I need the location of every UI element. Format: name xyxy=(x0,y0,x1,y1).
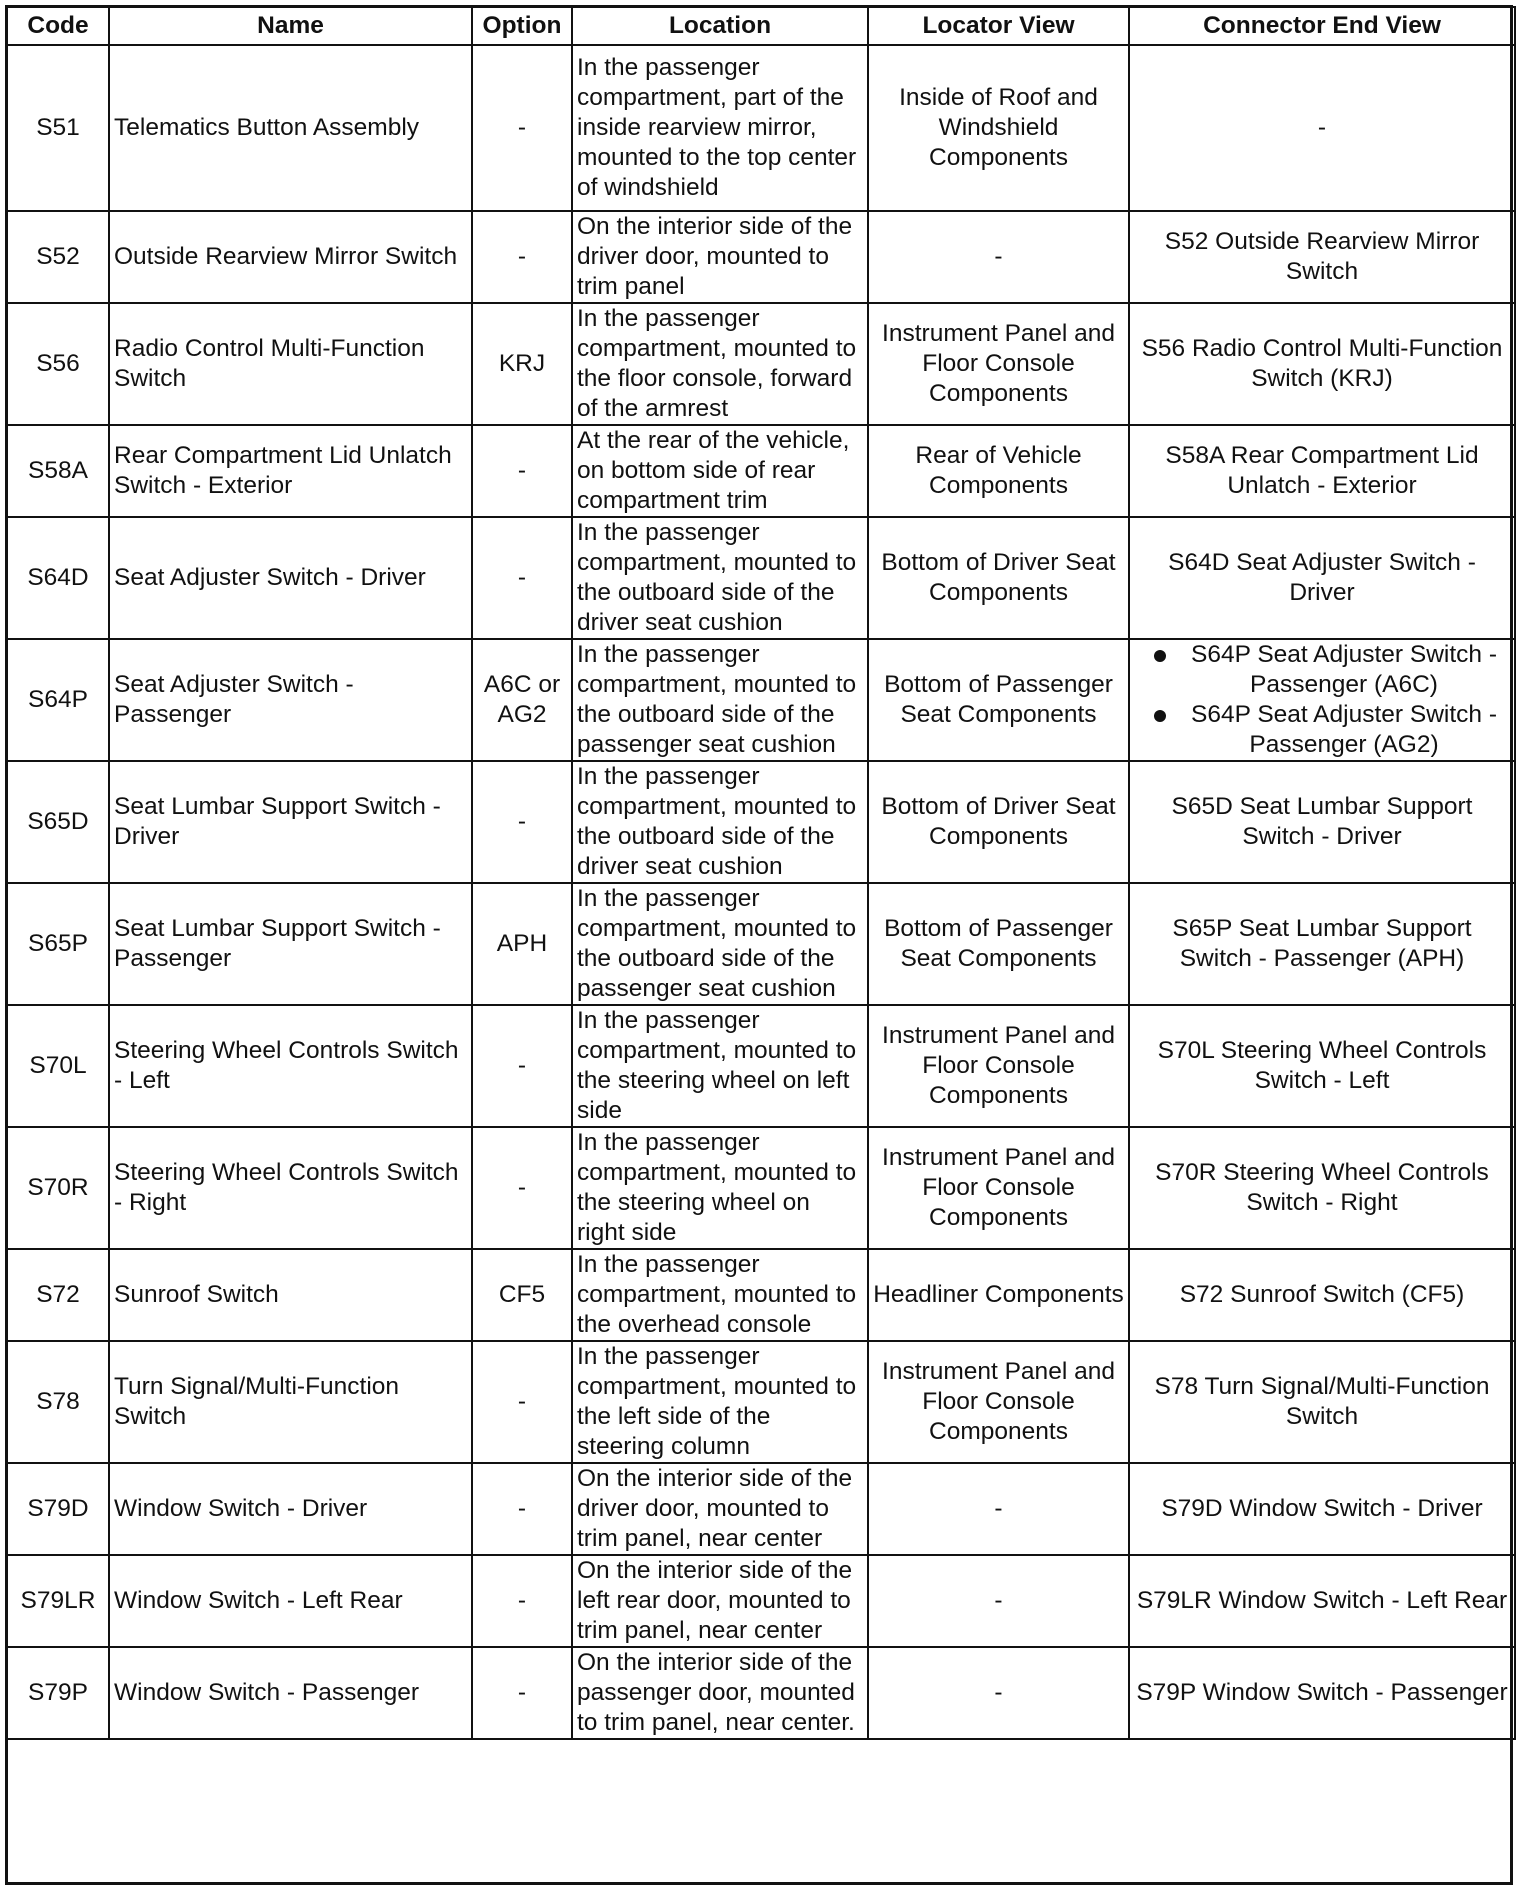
code-cell: S72 xyxy=(7,1249,109,1341)
bullet-dot-icon xyxy=(1154,710,1166,722)
table-header xyxy=(7,7,1515,45)
locator-view-cell: - xyxy=(868,1555,1129,1647)
option-cell: - xyxy=(472,1005,572,1127)
connector-text: S78 Turn Signal/Multi-Function Switch xyxy=(1154,1373,1490,1430)
option-cell: CF5 xyxy=(472,1249,572,1341)
connector-bullet-list xyxy=(1134,640,1510,760)
name-cell: Sunroof Switch xyxy=(109,1249,472,1341)
code-cell: S79D xyxy=(7,1463,109,1555)
connector-end-view-cell xyxy=(1129,1005,1515,1127)
location-cell: At the rear of the vehicle, on bottom side of rear compartment trim xyxy=(572,425,868,517)
connector-text: S70L Steering Wheel Controls Switch - Left xyxy=(1157,1037,1487,1094)
table-row xyxy=(7,1463,1515,1555)
connector-text: S65P Seat Lumbar Support Switch - Passenger (APH) xyxy=(1172,915,1472,972)
table-row xyxy=(7,1555,1515,1647)
component-locator-table xyxy=(6,6,1516,1740)
locator-view-cell: Bottom of Passenger Seat Components xyxy=(868,883,1129,1005)
connector-end-view-cell xyxy=(1129,883,1515,1005)
option-cell: - xyxy=(472,1463,572,1555)
connector-text: S65D Seat Lumbar Support Switch - Driver xyxy=(1171,793,1473,850)
table-row xyxy=(7,1341,1515,1463)
connector-end-view-cell xyxy=(1129,425,1515,517)
header-row xyxy=(7,7,1515,45)
connector-end-view-cell xyxy=(1129,1463,1515,1555)
connector-bullet-text: S64P Seat Adjuster Switch - Passenger (AG2) xyxy=(1191,701,1497,758)
locator-view-cell: Instrument Panel and Floor Console Components xyxy=(868,303,1129,425)
code-cell: S79LR xyxy=(7,1555,109,1647)
code-cell: S70R xyxy=(7,1127,109,1249)
connector-text: S56 Radio Control Multi-Function Switch (KRJ) xyxy=(1141,335,1503,392)
connector-text: S70R Steering Wheel Controls Switch - Right xyxy=(1155,1159,1489,1216)
option-cell: - xyxy=(472,1647,572,1739)
connector-text: S79LR Window Switch - Left Rear xyxy=(1136,1587,1508,1614)
connector-text: S64D Seat Adjuster Switch - Driver xyxy=(1168,549,1476,606)
option-cell: - xyxy=(472,1341,572,1463)
code-cell: S52 xyxy=(7,211,109,303)
name-cell: Window Switch - Left Rear xyxy=(109,1555,472,1647)
location-cell: In the passenger compartment, mounted to the steering wheel on right side xyxy=(572,1127,868,1249)
code-cell: S65P xyxy=(7,883,109,1005)
code-cell: S70L xyxy=(7,1005,109,1127)
table-row xyxy=(7,211,1515,303)
name-cell: Seat Lumbar Support Switch - Driver xyxy=(109,761,472,883)
header-connector-end-view: Connector End View xyxy=(1129,7,1515,45)
location-cell: In the passenger compartment, mounted to the outboard side of the passenger seat cushion xyxy=(572,639,868,761)
code-cell: S65D xyxy=(7,761,109,883)
code-cell: S51 xyxy=(7,45,109,211)
connector-end-view-cell xyxy=(1129,1555,1515,1647)
locator-view-cell: Instrument Panel and Floor Console Components xyxy=(868,1341,1129,1463)
connector-end-view-cell xyxy=(1129,761,1515,883)
code-cell: S58A xyxy=(7,425,109,517)
option-cell: - xyxy=(472,1555,572,1647)
option-cell: KRJ xyxy=(472,303,572,425)
location-cell: In the passenger compartment, mounted to the overhead console xyxy=(572,1249,868,1341)
locator-view-cell: Headliner Components xyxy=(868,1249,1129,1341)
locator-view-cell: Bottom of Passenger Seat Components xyxy=(868,639,1129,761)
option-cell: APH xyxy=(472,883,572,1005)
table-row xyxy=(7,303,1515,425)
location-cell: In the passenger compartment, part of the inside rearview mirror, mounted to the top center of windshield xyxy=(572,45,868,211)
name-cell: Seat Adjuster Switch - Driver xyxy=(109,517,472,639)
location-cell: In the passenger compartment, mounted to the floor console, forward of the armrest xyxy=(572,303,868,425)
header-location: Location xyxy=(572,7,868,45)
connector-end-view-cell xyxy=(1129,639,1515,761)
connector-end-view-cell xyxy=(1129,1127,1515,1249)
table-row xyxy=(7,425,1515,517)
locator-view-cell: Bottom of Driver Seat Components xyxy=(868,517,1129,639)
locator-view-cell: Bottom of Driver Seat Components xyxy=(868,761,1129,883)
name-cell: Steering Wheel Controls Switch - Right xyxy=(109,1127,472,1249)
location-cell: On the interior side of the driver door, mounted to trim panel xyxy=(572,211,868,303)
table-row xyxy=(7,1127,1515,1249)
connector-text: S72 Sunroof Switch (CF5) xyxy=(1179,1281,1465,1308)
option-cell: - xyxy=(472,425,572,517)
connector-end-view-cell xyxy=(1129,1341,1515,1463)
table-row xyxy=(7,1249,1515,1341)
name-cell: Window Switch - Driver xyxy=(109,1463,472,1555)
connector-bullet-item xyxy=(1134,640,1510,700)
location-cell: In the passenger compartment, mounted to the outboard side of the driver seat cushion xyxy=(572,761,868,883)
location-cell: In the passenger compartment, mounted to the outboard side of the passenger seat cushion xyxy=(572,883,868,1005)
locator-view-cell: Instrument Panel and Floor Console Components xyxy=(868,1127,1129,1249)
connector-text: S58A Rear Compartment Lid Unlatch - Exterior xyxy=(1165,442,1479,499)
option-cell: - xyxy=(472,211,572,303)
name-cell: Seat Lumbar Support Switch - Passenger xyxy=(109,883,472,1005)
connector-text: S79P Window Switch - Passenger xyxy=(1136,1679,1508,1706)
name-cell: Outside Rearview Mirror Switch xyxy=(109,211,472,303)
table-row xyxy=(7,761,1515,883)
table-row xyxy=(7,1005,1515,1127)
connector-end-view-cell xyxy=(1129,303,1515,425)
locator-view-cell: - xyxy=(868,1463,1129,1555)
name-cell: Turn Signal/Multi-Function Switch xyxy=(109,1341,472,1463)
header-code: Code xyxy=(7,7,109,45)
locator-view-cell: - xyxy=(868,211,1129,303)
location-cell: In the passenger compartment, mounted to the steering wheel on left side xyxy=(572,1005,868,1127)
name-cell: Telematics Button Assembly xyxy=(109,45,472,211)
location-cell: On the interior side of the driver door, mounted to trim panel, near center xyxy=(572,1463,868,1555)
table-row xyxy=(7,517,1515,639)
name-cell: Rear Compartment Lid Unlatch Switch - Exterior xyxy=(109,425,472,517)
code-cell: S56 xyxy=(7,303,109,425)
option-cell: - xyxy=(472,45,572,211)
code-cell: S64P xyxy=(7,639,109,761)
name-cell: Seat Adjuster Switch - Passenger xyxy=(109,639,472,761)
option-cell: - xyxy=(472,761,572,883)
connector-text: S79D Window Switch - Driver xyxy=(1161,1495,1483,1522)
header-name: Name xyxy=(109,7,472,45)
name-cell: Window Switch - Passenger xyxy=(109,1647,472,1739)
name-cell: Radio Control Multi-Function Switch xyxy=(109,303,472,425)
table-body xyxy=(7,45,1515,1739)
connector-end-view-cell xyxy=(1129,1647,1515,1739)
code-cell: S64D xyxy=(7,517,109,639)
name-cell: Steering Wheel Controls Switch - Left xyxy=(109,1005,472,1127)
location-cell: On the interior side of the left rear door, mounted to trim panel, near center xyxy=(572,1555,868,1647)
connector-bullet-item xyxy=(1134,700,1510,760)
table-row xyxy=(7,1647,1515,1739)
connector-end-view-cell xyxy=(1129,211,1515,303)
location-cell: On the interior side of the passenger door, mounted to trim panel, near center. xyxy=(572,1647,868,1739)
connector-end-view-cell xyxy=(1129,517,1515,639)
locator-view-cell: - xyxy=(868,1647,1129,1739)
code-cell: S79P xyxy=(7,1647,109,1739)
option-cell: A6C or AG2 xyxy=(472,639,572,761)
connector-end-view-cell xyxy=(1129,45,1515,211)
locator-view-cell: Inside of Roof and Windshield Components xyxy=(868,45,1129,211)
connector-bullet-text: S64P Seat Adjuster Switch - Passenger (A6C) xyxy=(1191,641,1497,698)
location-cell: In the passenger compartment, mounted to the left side of the steering column xyxy=(572,1341,868,1463)
table-row xyxy=(7,45,1515,211)
connector-text: S52 Outside Rearview Mirror Switch xyxy=(1164,228,1480,285)
table-row xyxy=(7,883,1515,1005)
option-cell: - xyxy=(472,1127,572,1249)
header-option: Option xyxy=(472,7,572,45)
connector-end-view-cell xyxy=(1129,1249,1515,1341)
locator-view-cell: Instrument Panel and Floor Console Components xyxy=(868,1005,1129,1127)
location-cell: In the passenger compartment, mounted to the outboard side of the driver seat cushion xyxy=(572,517,868,639)
bullet-dot-icon xyxy=(1154,650,1166,662)
table-row xyxy=(7,639,1515,761)
connector-text: - xyxy=(1317,114,1327,141)
option-cell: - xyxy=(472,517,572,639)
locator-view-cell: Rear of Vehicle Components xyxy=(868,425,1129,517)
code-cell: S78 xyxy=(7,1341,109,1463)
header-locator-view: Locator View xyxy=(868,7,1129,45)
